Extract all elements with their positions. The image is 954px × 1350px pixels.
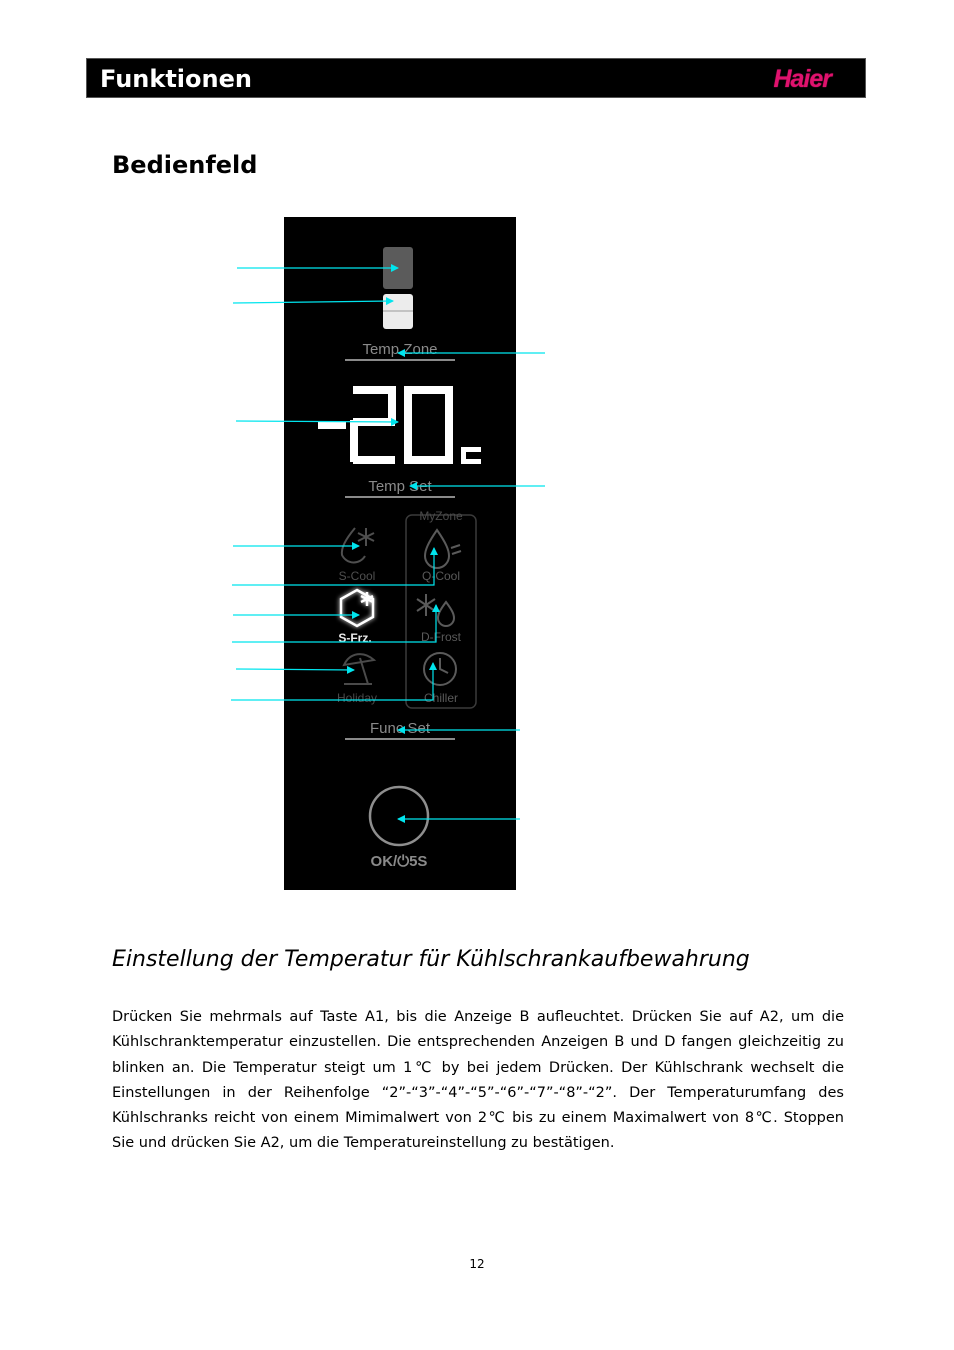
s-frz-label: S-Frz. xyxy=(338,631,372,645)
temp-zone-label: Temp Zone xyxy=(362,341,438,358)
d-frost-label: D-Frost xyxy=(421,630,461,644)
subsection-title: Einstellung der Temperatur für Kühlschrankaufbewahrung xyxy=(112,947,750,972)
holiday-label: Holiday xyxy=(336,691,378,705)
chiller-label: Chiller xyxy=(423,691,459,705)
func-set-label: Func Set xyxy=(369,720,431,737)
page-number: 12 xyxy=(469,1257,485,1271)
ok-button-label: OK/⏻5S xyxy=(370,853,428,870)
q-cool-label: Q-Cool xyxy=(421,569,461,583)
brand-logo: Haier xyxy=(773,65,831,93)
header-title: Funktionen xyxy=(100,65,252,93)
section-title: Bedienfeld xyxy=(112,151,258,179)
body-paragraph: Drücken Sie mehrmals auf Taste A1, bis die Anzeige B aufleuchtet. Drücken Sie auf A2, um die Kühlschranktemperatur einzustellen. Die entsprechenden Anzeigen B und D fangen gleichzeitig zu blinken an. Die Temperatur steigt um 1℃ by bei jedem Drücken. Der Kühlschrank wechselt die Einstellungen in der Reihenfolge “2”-“3”-“4”-“5”-“6”-“7”-“8”-“2”. Der Temperaturumfang des Kühlschranks reicht von einem Mimimalwert von 2℃ bis zu einem Maximalwert von 8℃. Stoppen Sie und drücken Sie A2, um die Temperatureinstellung zu bestätigen. xyxy=(112,1009,844,1152)
temp-set-label: Temp Set xyxy=(368,478,432,495)
myzone-label: MyZone xyxy=(419,509,463,523)
header-bar xyxy=(86,58,866,98)
s-cool-label: S-Cool xyxy=(338,569,376,583)
